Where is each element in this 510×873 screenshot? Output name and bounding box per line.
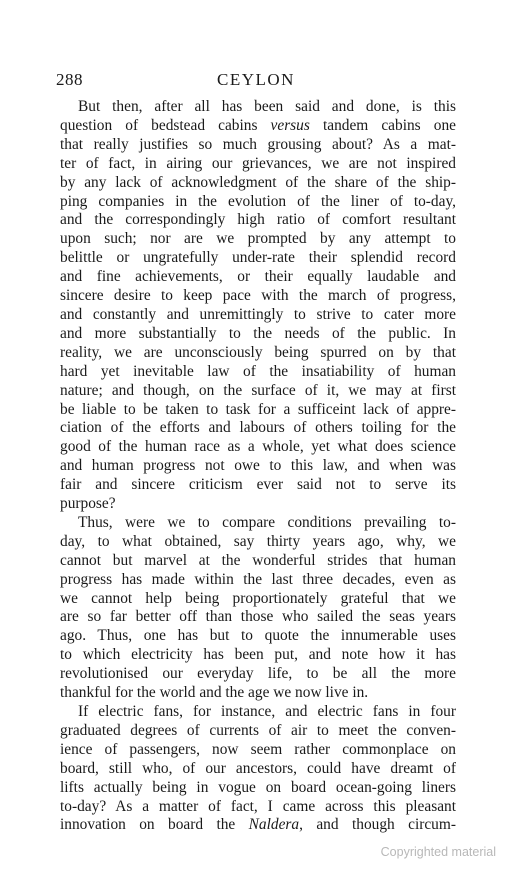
text-line: fair and sincere criticism ever said not to serve its <box>60 476 456 494</box>
text-line: be liable to be taken to task for a sufficeint lack of appre- <box>60 400 456 418</box>
text-line: If electric fans, for instance, and electric fans in four <box>78 703 456 720</box>
text-line: and the correspondingly high ratio of comfort resultant <box>60 211 456 229</box>
page-header <box>56 70 456 94</box>
text-line: by any lack of acknowledgment of the share of the ship- <box>60 173 456 191</box>
text-line: ciation of the efforts and labours of others toiling for the <box>60 419 456 437</box>
text-line: graduated degrees of currents of air to meet the conven- <box>60 721 456 739</box>
text-line: ter of fact, in airing our grievances, we are not inspired <box>60 154 456 172</box>
text-line: But then, after all has been said and done, is this <box>78 98 456 115</box>
text-line: lifts actually being in vogue on board ocean-going liners <box>60 778 456 796</box>
text-line: revolutionised our everyday life, to be all the more <box>60 665 456 683</box>
text-line: day, to what obtained, say thirty years ago, why, we <box>60 532 456 550</box>
text-line: nature; and though, on the surface of it, we may at first <box>60 381 456 399</box>
text-line: good of the human race as a whole, yet what does science <box>60 438 456 456</box>
text-line: ago. Thus, one has but to quote the innumerable uses <box>60 627 456 645</box>
italic-term: versus <box>270 116 310 134</box>
text-line: that really justifies so much grousing about? As a mat- <box>60 135 456 153</box>
text-line: and human progress not owe to this law, and when was <box>60 457 456 475</box>
copyright-watermark: Copyrighted material <box>380 845 496 859</box>
page-number: 288 <box>56 70 83 89</box>
text-line: sincere desire to keep pace with the march of progress, <box>60 287 456 305</box>
text-line: reality, we are unconsciously being spurred on by that <box>60 343 456 361</box>
text-line: thankful for the world and the age we now live in. <box>60 684 369 702</box>
italic-ship-name: Naldera <box>248 816 300 834</box>
text-line: hard yet inevitable law of the insatiability of human <box>60 362 456 380</box>
text-line: innovation on board the Naldera, and though circum- <box>60 816 456 834</box>
text-line: and more substantially to the needs of the public. In <box>60 324 456 342</box>
text-line: to-day? As a matter of fact, I came across this pleasant <box>60 797 456 815</box>
text-line: belittle or ungratefully under-rate their splendid record <box>60 249 456 267</box>
running-head: CEYLON <box>217 70 295 89</box>
text-line: cannot but marvel at the wonderful strides that human <box>60 551 456 569</box>
text-line: ience of passengers, now seem rather commonplace on <box>60 740 456 758</box>
text-line: to which electricity has been put, and note how it has <box>60 646 456 664</box>
body-text <box>60 98 456 835</box>
text-line: we cannot help being proportionately grateful that we <box>60 589 456 607</box>
text-line: progress has made within the last three decades, even as <box>60 570 456 588</box>
text-line: and constantly and unremittingly to strive to cater more <box>60 305 456 323</box>
text-line: and fine achievements, or their equally laudable and <box>60 268 456 286</box>
text-line: question of bedstead cabins versus tandem cabins one <box>60 116 456 134</box>
text-line: are so far better off than those who sailed the seas years <box>60 608 456 626</box>
text-line: board, still who, of our ancestors, could have dreamt of <box>60 759 456 777</box>
text-line: Thus, were we to compare conditions prevailing to- <box>78 513 456 531</box>
text-line: purpose? <box>60 495 116 513</box>
text-line: ping companies in the evolution of the liner of to-day, <box>60 192 456 210</box>
text-line: upon such; nor are we prompted by any attempt to <box>60 230 456 248</box>
